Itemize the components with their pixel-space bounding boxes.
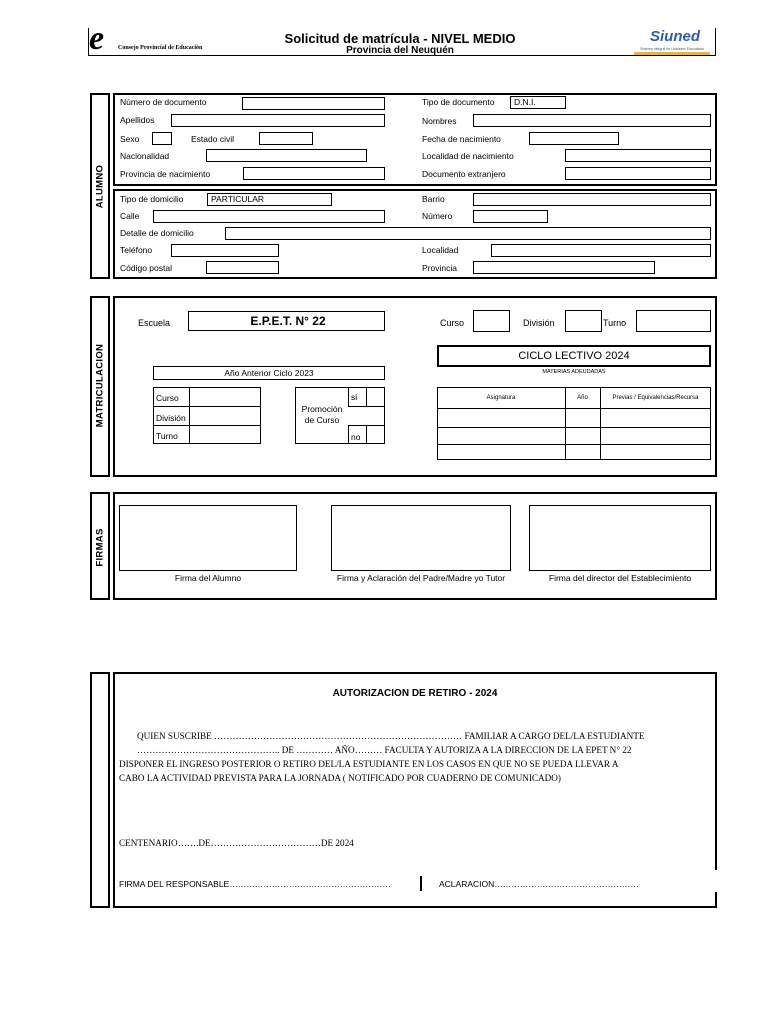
turno-label: Turno bbox=[603, 318, 627, 328]
telefono-input[interactable] bbox=[171, 244, 279, 257]
prev-curso-input[interactable] bbox=[190, 388, 260, 406]
firma-director-box[interactable] bbox=[529, 505, 711, 571]
barrio-label: Barrio bbox=[422, 194, 445, 204]
logo-icon: e bbox=[89, 20, 105, 57]
codigo-postal-label: Código postal bbox=[120, 263, 172, 273]
firma-director-label: Firma del director del Establecimiento bbox=[548, 573, 692, 583]
promocion-si-checkbox[interactable] bbox=[367, 388, 384, 405]
firma-padre-label: Firma y Aclaración del Padre/Madre yo Tutor bbox=[336, 573, 506, 583]
nombres-input[interactable] bbox=[473, 114, 711, 127]
documento-extranjero-label: Documento extranjero bbox=[422, 169, 506, 179]
division-label: División bbox=[523, 318, 555, 328]
provincia-nacimiento-label: Provincia de nacimiento bbox=[120, 169, 211, 179]
materias-row[interactable] bbox=[438, 409, 710, 427]
numero-documento-input[interactable] bbox=[242, 97, 385, 110]
provincia-nacimiento-input[interactable] bbox=[243, 167, 385, 180]
page-subtitle: Provincia del Neuquén bbox=[346, 45, 454, 56]
council-name: Consejo Provincial de Educación bbox=[118, 45, 203, 51]
tipo-documento-label: Tipo de documento bbox=[422, 97, 495, 107]
sexo-label: Sexo bbox=[120, 134, 140, 144]
aclaracion-line[interactable]: ACLARACION…………………………………………… bbox=[439, 879, 639, 889]
promocion-no-checkbox[interactable] bbox=[367, 426, 384, 443]
curso-label: Curso bbox=[440, 318, 465, 328]
curso-input[interactable] bbox=[473, 310, 510, 332]
turno-input[interactable] bbox=[636, 310, 711, 332]
numero-input[interactable] bbox=[473, 210, 548, 223]
apellidos-input[interactable] bbox=[171, 114, 385, 127]
calle-label: Calle bbox=[120, 211, 140, 221]
ciclo-lectivo-banner: CICLO LECTIVO 2024 bbox=[437, 345, 711, 367]
col-anio-header: Año bbox=[577, 395, 588, 401]
localidad-label: Localidad bbox=[422, 245, 459, 255]
detalle-domicilio-label: Detalle de domicilio bbox=[120, 228, 194, 238]
firma-padre-box[interactable] bbox=[331, 505, 511, 571]
detalle-domicilio-input[interactable] bbox=[225, 227, 711, 240]
matriculacion-side-bar: MATRICULACION bbox=[90, 296, 110, 477]
calle-input[interactable] bbox=[153, 210, 385, 223]
tipo-domicilio-label: Tipo de domicilio bbox=[120, 194, 184, 204]
documento-extranjero-input[interactable] bbox=[565, 167, 711, 180]
prev-curso-label: Curso bbox=[156, 393, 179, 403]
fecha-nacimiento-input[interactable] bbox=[529, 132, 619, 145]
alumno-side-bar: ALUMNO bbox=[90, 93, 110, 279]
firma-alumno-box[interactable] bbox=[119, 505, 297, 571]
provincia-input[interactable] bbox=[473, 261, 655, 274]
separator bbox=[420, 876, 422, 891]
autorizacion-side-bar bbox=[90, 672, 110, 908]
nacionalidad-label: Nacionalidad bbox=[120, 151, 170, 161]
division-input[interactable] bbox=[565, 310, 602, 332]
numero-documento-label: Número de documento bbox=[120, 97, 207, 107]
promocion-label: Promoción de Curso bbox=[301, 404, 343, 425]
provincia-label: Provincia bbox=[422, 263, 457, 273]
page-title: Solicitud de matrícula - NIVEL MEDIO bbox=[284, 31, 516, 46]
localidad-input[interactable] bbox=[491, 244, 711, 257]
telefono-label: Teléfono bbox=[120, 245, 153, 255]
escuela-input[interactable]: E.P.E.T. N° 22 bbox=[188, 311, 385, 331]
localidad-nacimiento-input[interactable] bbox=[565, 149, 711, 162]
nacionalidad-input[interactable] bbox=[206, 149, 367, 162]
fecha-nacimiento-label: Fecha de nacimiento bbox=[422, 134, 501, 144]
estado-civil-label: Estado civil bbox=[191, 134, 234, 144]
col-asignatura-header: Asignatura bbox=[486, 395, 516, 401]
tipo-domicilio-input[interactable]: PARTICULAR bbox=[207, 193, 332, 206]
promocion-no-label: no bbox=[351, 432, 361, 442]
materias-adeudadas-label: MATERIAS ADEUDADAS bbox=[542, 369, 606, 375]
tipo-documento-input[interactable]: D.N.I. bbox=[510, 96, 566, 109]
centenario-fecha-line[interactable]: CENTENARIO…….DE………………………………DE 2024 bbox=[119, 838, 354, 848]
localidad-nacimiento-label: Localidad de nacimiento bbox=[422, 151, 514, 161]
anio-anterior-header: Año Anterior Ciclo 2023 bbox=[153, 366, 385, 380]
prev-turno-input[interactable] bbox=[190, 426, 260, 443]
estado-civil-input[interactable] bbox=[259, 132, 313, 145]
apellidos-label: Apellidos bbox=[120, 115, 155, 125]
materias-row[interactable] bbox=[438, 445, 710, 459]
nombres-label: Nombres bbox=[422, 116, 457, 126]
siuned-logo: Siuned Sistema Integral de Unidades Educativas bbox=[632, 30, 714, 56]
promocion-si-label: si bbox=[351, 392, 358, 402]
col-previas-header: Previas / Equivalencias/Recursa bbox=[612, 395, 699, 401]
autorizacion-title: AUTORIZACION DE RETIRO - 2024 bbox=[332, 688, 498, 699]
prev-division-input[interactable] bbox=[190, 407, 260, 425]
barrio-input[interactable] bbox=[473, 193, 711, 206]
numero-label: Número bbox=[422, 211, 453, 221]
escuela-label: Escuela bbox=[138, 318, 171, 328]
firma-responsable-line[interactable]: FIRMA DEL RESPONSABLE………………………………………………… bbox=[119, 879, 391, 889]
autorizacion-section bbox=[113, 672, 717, 908]
firma-alumno-label: Firma del Alumno bbox=[174, 573, 242, 583]
sexo-input[interactable] bbox=[152, 132, 172, 145]
codigo-postal-input[interactable] bbox=[206, 261, 279, 274]
firmas-side-bar: FIRMAS bbox=[90, 492, 110, 600]
prev-division-label: División bbox=[156, 413, 186, 423]
autorizacion-body: QUIEN SUSCRIBE ……………………………………………………………………… FAMILIAR A CARGO DEL/LA ESTUDIANTE ……………………………………….. DE ………… AÑO……… FACULTA Y AUTORIZA A LA DIRECCION DE LA EPET N° 22 DISPONER EL INGRESO POSTERIOR O RETIRO DEL/LA ESTUDIANTE EN LOS CASOS EN QUE NO SE PUEDA LLEVAR A CABO LA ACTIVIDAD PREVISTA PARA LA JORNADA ( NOTIFICADO POR CUADERNO DE COMUNICADO) bbox=[119, 731, 645, 783]
prev-turno-label: Turno bbox=[156, 431, 178, 441]
materias-row[interactable] bbox=[438, 428, 710, 444]
